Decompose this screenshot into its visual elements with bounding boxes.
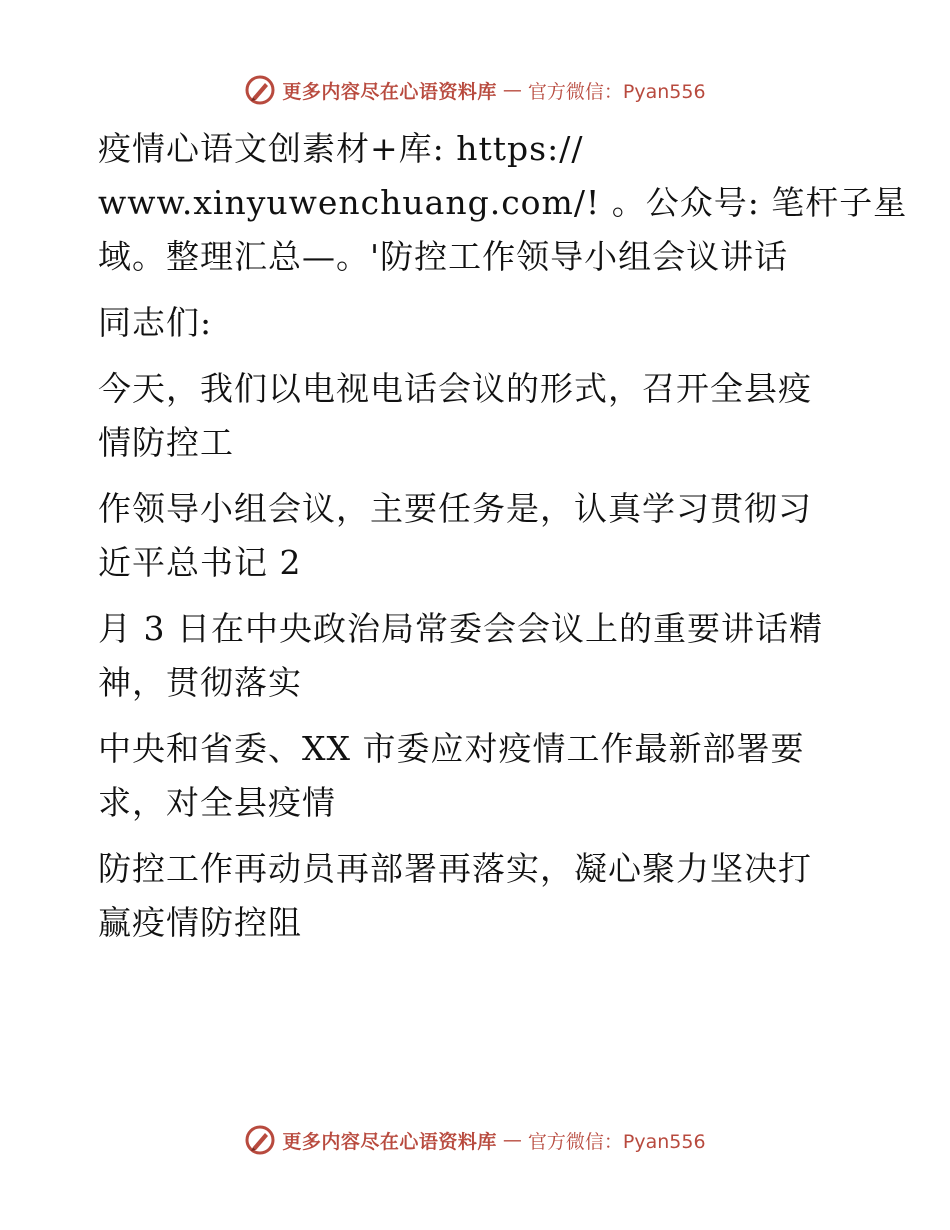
body-line-13: 防控工作再动员再部署再落实，凝心聚力坚决打 [98,849,812,888]
body-line-8: 近平总书记 2 [98,543,302,582]
header-banner [0,70,950,110]
document-body [98,122,908,950]
footer-banner-content [244,1124,705,1156]
footer-banner [0,1120,950,1160]
body-line-14: 赢疫情防控阻 [98,903,302,942]
body-line-10: 神，贯彻落实 [98,663,302,702]
header-banner-content [244,74,705,106]
pen-logo-icon [244,74,276,106]
body-line-9: 月 3 日在中央政治局常委会会议上的重要讲话精 [98,609,823,648]
footer-separator: — [502,1129,522,1151]
body-line-12: 求，对全县疫情 [98,783,336,822]
body-line-3: 域。整理汇总—。'防控工作领导小组会议讲话 [98,237,789,276]
body-line-1: 疫情心语文创素材+库: https:// [98,129,584,168]
footer-wechat-text: 官方微信：Pyan556 [527,1130,706,1153]
body-line-2: www.xinyuwenchuang.com/! 。公众号: 笔杆子星 [98,183,908,222]
header-brand-text: 更多内容尽在心语资料库 [282,80,497,103]
header-separator: — [502,79,522,101]
body-line-4: 同志们: [98,303,213,342]
body-line-6: 情防控工 [98,423,234,462]
footer-brand-text: 更多内容尽在心语资料库 [282,1130,497,1153]
pen-logo-icon [244,1124,276,1156]
header-wechat-text: 官方微信：Pyan556 [527,80,706,103]
body-line-7: 作领导小组会议，主要任务是，认真学习贯彻习 [98,489,812,528]
body-line-11: 中央和省委、XX 市委应对疫情工作最新部署要 [98,729,805,768]
body-line-5: 今天，我们以电视电话会议的形式，召开全县疫 [98,369,812,408]
